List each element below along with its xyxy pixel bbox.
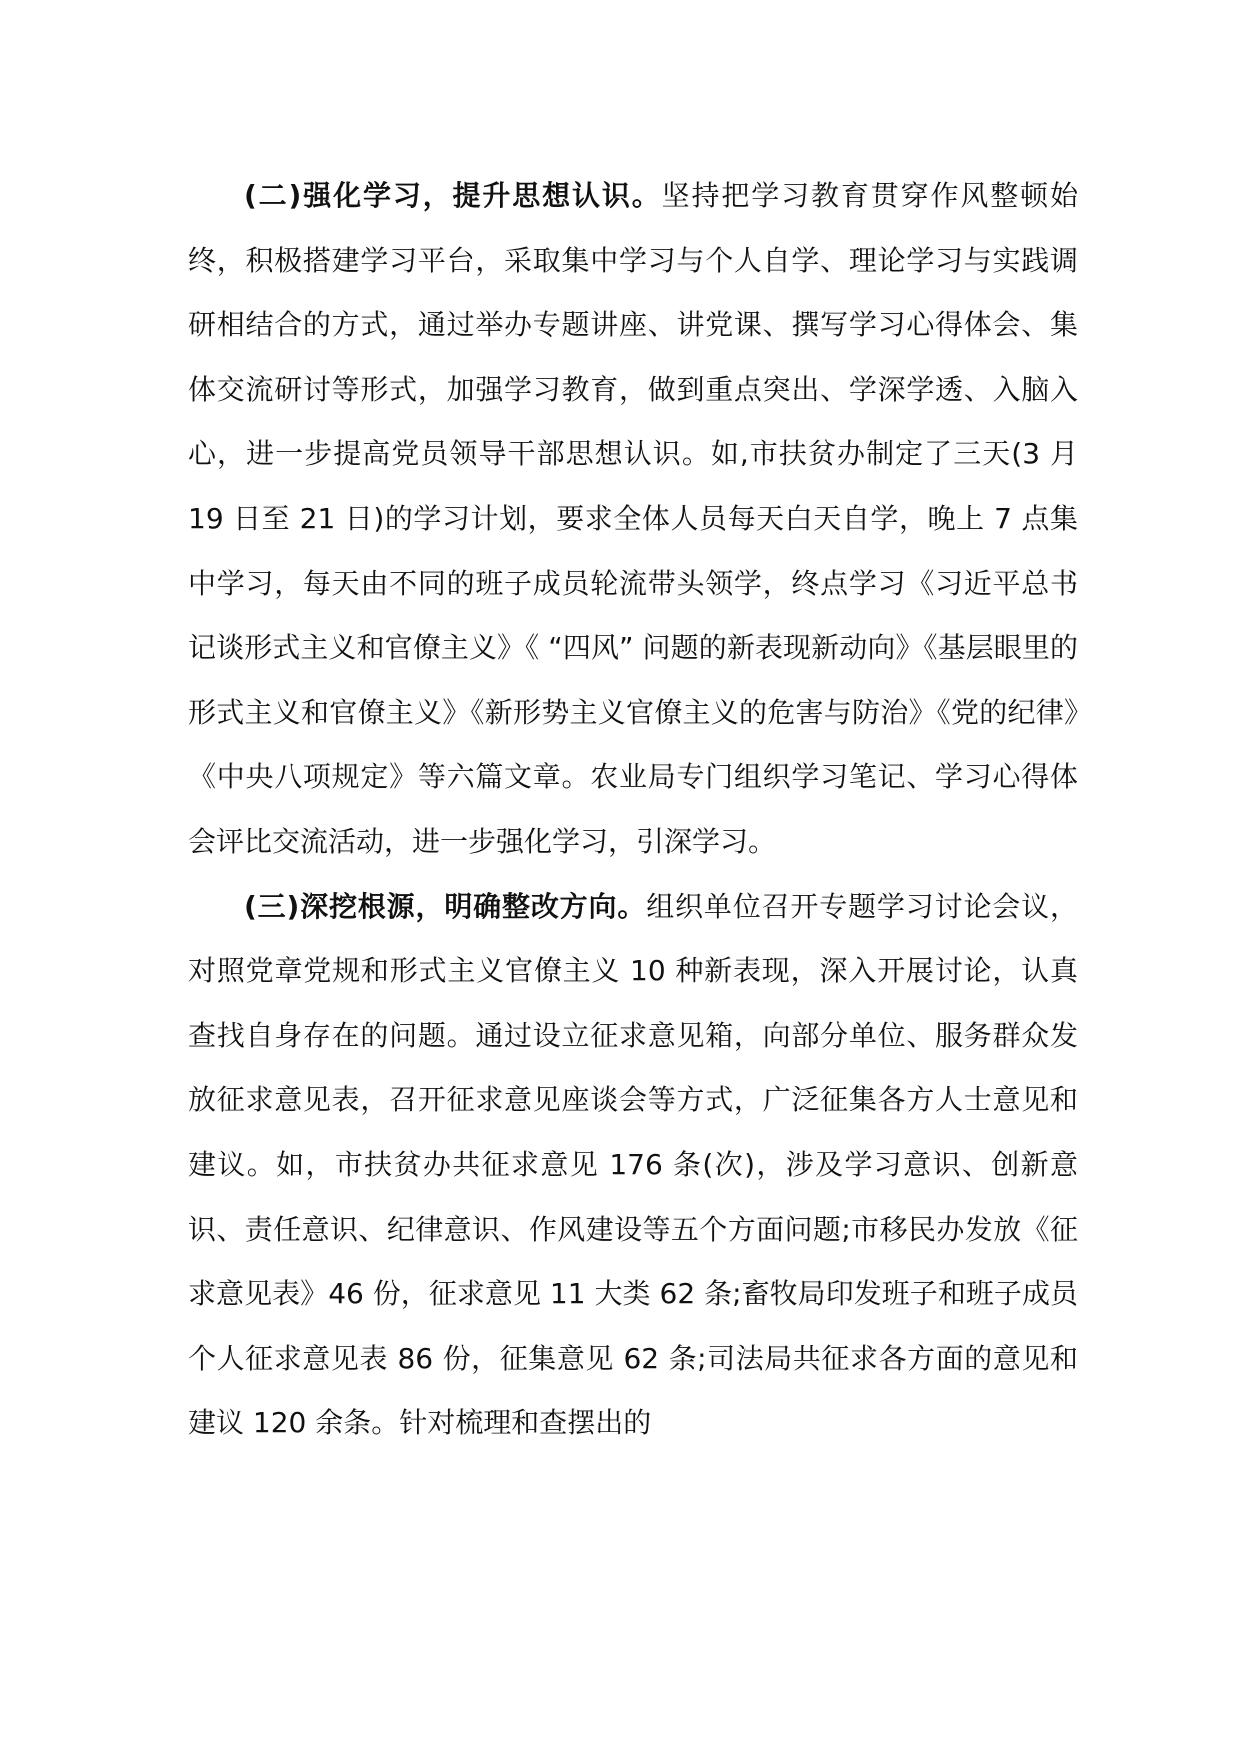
paragraph-text: 组织单位召开专题学习讨论会议，对照党章党规和形式主义官僚主义 10 种新表现，深入开展讨论，认真查找自身存在的问题。通过设立征求意见箱，向部分单位、服务群众发放征求意见表，召开征求意见座谈会等方式，广泛征集各方人士意见和建议。如，市扶贫办共征求意见 176 条(次)，涉及学习意识、创新意识、责任意识、纪律意识、作风建设等五个方面问题;市移民办发放《征求意见表》46 份，征求意见 11 大类 62 条;畜牧局印发班子和班子成员个人征求意见表 86 份，征集意见 62 条;司法局共征求各方面的意见和建议 120 余条。针对梳理和查摆出的 <box>188 889 1078 1440</box>
paragraph-dig-roots <box>188 875 1078 1456</box>
document-body <box>188 164 1078 1456</box>
paragraph-strengthen-study <box>188 164 1078 875</box>
paragraph-heading: (三)深挖根源，明确整改方向。 <box>244 889 647 923</box>
paragraph-text: 坚持把学习教育贯穿作风整顿始终，积极搭建学习平台，采取集中学习与个人自学、理论学习与实践调研相结合的方式，通过举办专题讲座、讲党课、撰写学习心得体会、集体交流研讨等形式，加强学习教育，做到重点突出、学深学透、入脑入心，进一步提高党员领导干部思想认识。如,市扶贫办制定了三天(3 月 19 日至 21 日)的学习计划，要求全体人员每天白天自学，晚上 7 点集中学习，每天由不同的班子成员轮流带头领学，终点学习《习近平总书记谈形式主义和官僚主义》《 “四风” 问题的新表现新动向》《基层眼里的形式主义和官僚主义》《新形势主义官僚主义的危害与防治》《党的纪律》《中央八项规定》等六篇文章。农业局专门组织学习笔记、学习心得体会评比交流活动，进一步强化学习，引深学习。 <box>188 179 1078 858</box>
paragraph-heading: (二)强化学习，提升思想认识。 <box>244 179 662 212</box>
